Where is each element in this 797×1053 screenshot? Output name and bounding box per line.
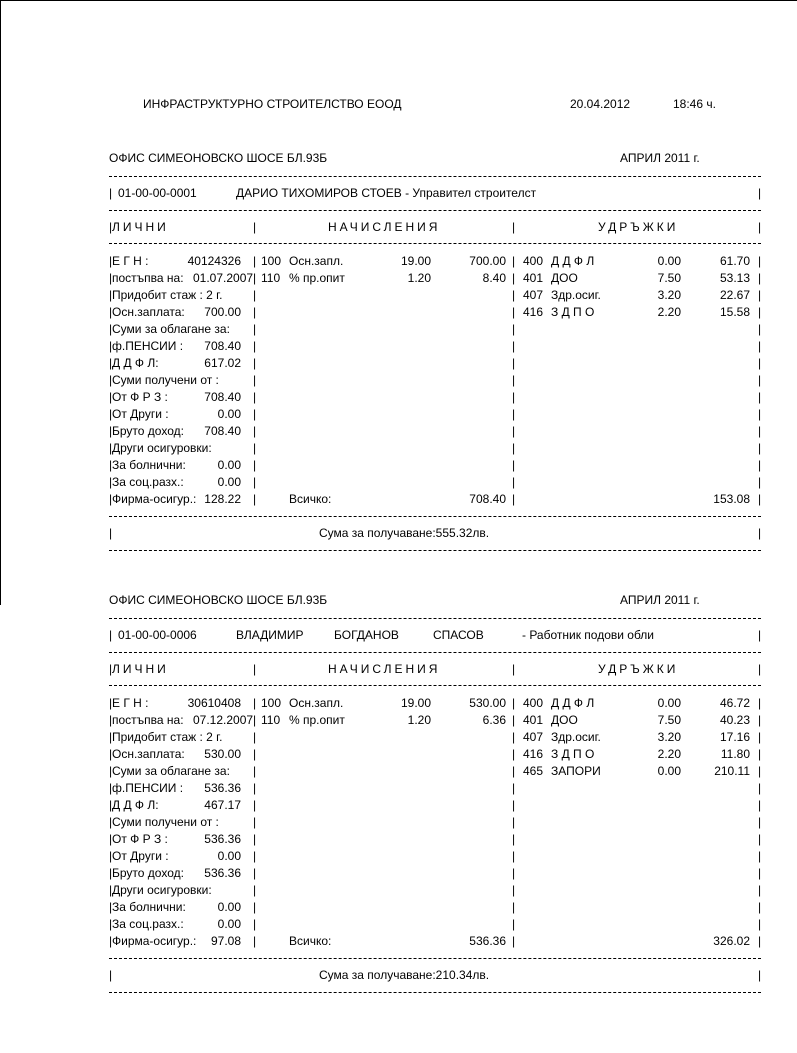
column-separator: | xyxy=(109,815,113,829)
deduction-rate: 0.00 xyxy=(657,254,681,268)
column-separator: | xyxy=(758,968,762,982)
column-separator: | xyxy=(758,628,762,642)
accrual-code: 100 xyxy=(261,254,282,268)
column-separator: | xyxy=(758,849,762,863)
total-deductions: 326.02 xyxy=(713,934,750,948)
employee-name-part: БОГДАНОВ xyxy=(334,628,399,642)
deduction-rate: 3.20 xyxy=(657,730,681,744)
column-separator: | xyxy=(253,798,257,812)
employee-name-part: СПАСОВ xyxy=(433,628,484,642)
personal-label: От Ф Р З : xyxy=(112,832,168,846)
column-separator: | xyxy=(758,254,762,268)
column-separator: | xyxy=(758,798,762,812)
deduction-amount: 17.16 xyxy=(719,730,750,744)
column-separator: | xyxy=(109,458,113,472)
column-separator: | xyxy=(758,526,762,540)
column-separator: | xyxy=(253,713,257,727)
total-label: Всичко: xyxy=(289,934,332,948)
personal-value: 30610408 xyxy=(187,696,241,710)
column-separator: | xyxy=(758,271,762,285)
personal-value: 0.00 xyxy=(217,407,241,421)
dashed-rule xyxy=(109,176,761,177)
deduction-rate: 2.20 xyxy=(657,305,681,319)
column-separator: | xyxy=(758,713,762,727)
column-header-deductions: УДРЪЖКИ xyxy=(598,662,679,676)
personal-value: 708.40 xyxy=(204,339,241,353)
column-separator: | xyxy=(109,849,113,863)
personal-label: постъпва на: xyxy=(112,713,184,727)
column-separator: | xyxy=(512,475,516,489)
column-separator: | xyxy=(109,220,113,234)
personal-value: 467.17 xyxy=(204,798,241,812)
column-separator: | xyxy=(758,815,762,829)
personal-label: Придобит стаж : 2 г. xyxy=(112,730,223,744)
deduction-amount: 46.72 xyxy=(719,696,750,710)
column-separator: | xyxy=(758,441,762,455)
deduction-code: 401 xyxy=(523,713,544,727)
column-separator: | xyxy=(253,441,257,455)
column-separator: | xyxy=(253,458,257,472)
column-separator: | xyxy=(512,441,516,455)
column-separator: | xyxy=(253,339,257,353)
personal-label: Придобит стаж : 2 г. xyxy=(112,288,223,302)
personal-value: 617.02 xyxy=(204,356,241,370)
accrual-rate: 19.00 xyxy=(400,254,431,268)
pay-period: АПРИЛ 2011 г. xyxy=(620,593,700,607)
column-separator: | xyxy=(109,883,113,897)
column-separator: | xyxy=(512,900,516,914)
column-separator: | xyxy=(253,917,257,931)
personal-label: Фирма-осигур.: xyxy=(112,492,197,506)
column-separator: | xyxy=(109,866,113,880)
column-separator: | xyxy=(109,832,113,846)
column-separator: | xyxy=(512,917,516,931)
deduction-amount: 15.58 xyxy=(719,305,750,319)
column-separator: | xyxy=(758,424,762,438)
column-separator: | xyxy=(109,781,113,795)
column-separator: | xyxy=(758,764,762,778)
dashed-rule xyxy=(109,652,761,653)
employee-id: 01-00-00-0006 xyxy=(118,628,197,642)
deduction-code: 465 xyxy=(523,764,544,778)
personal-value: 0.00 xyxy=(217,458,241,472)
column-separator: | xyxy=(758,781,762,795)
deduction-name: Д Д Ф Л xyxy=(551,254,595,268)
column-separator: | xyxy=(758,883,762,897)
column-separator: | xyxy=(253,730,257,744)
column-separator: | xyxy=(109,917,113,931)
column-separator: | xyxy=(512,764,516,778)
column-separator: | xyxy=(109,764,113,778)
column-separator: | xyxy=(109,305,113,319)
column-separator: | xyxy=(512,747,516,761)
print-date: 20.04.2012 xyxy=(570,97,631,111)
personal-label: Суми за облагане за: xyxy=(112,764,230,778)
dashed-rule xyxy=(109,992,761,993)
personal-value: 0.00 xyxy=(217,917,241,931)
column-separator: | xyxy=(109,186,113,200)
column-separator: | xyxy=(253,390,257,404)
column-separator: | xyxy=(758,356,762,370)
column-separator: | xyxy=(758,458,762,472)
accrual-rate: 19.00 xyxy=(400,696,431,710)
total-deductions: 153.08 xyxy=(713,492,750,506)
accrual-rate: 1.20 xyxy=(407,271,431,285)
personal-label: Е Г Н : xyxy=(112,254,149,268)
pay-period: АПРИЛ 2011 г. xyxy=(620,151,700,165)
dashed-rule xyxy=(109,550,761,551)
personal-label: За болнични: xyxy=(112,458,186,472)
column-separator: | xyxy=(512,798,516,812)
column-separator: | xyxy=(253,662,257,676)
column-separator: | xyxy=(253,832,257,846)
personal-value: 700.00 xyxy=(204,305,241,319)
column-separator: | xyxy=(109,254,113,268)
column-separator: | xyxy=(109,662,113,676)
column-separator: | xyxy=(758,220,762,234)
accrual-amount: 6.36 xyxy=(482,713,506,727)
deduction-name: Здр.осиг. xyxy=(551,288,601,302)
personal-label: Суми получени от : xyxy=(112,373,219,387)
column-separator: | xyxy=(253,900,257,914)
deduction-amount: 11.80 xyxy=(720,747,750,761)
column-separator: | xyxy=(253,305,257,319)
column-separator: | xyxy=(512,815,516,829)
column-separator: | xyxy=(758,407,762,421)
column-separator: | xyxy=(758,934,762,948)
total-accruals: 708.40 xyxy=(469,492,506,506)
accrual-name: Осн.запл. xyxy=(289,696,344,710)
personal-label: постъпва на: xyxy=(112,271,184,285)
office-name: ОФИС СИМЕОНОВСКО ШОСЕ БЛ.93Б xyxy=(109,593,328,607)
column-separator: | xyxy=(512,288,516,302)
personal-value: 536.36 xyxy=(204,866,241,880)
personal-label: От Други : xyxy=(112,407,169,421)
accrual-name: % пр.опит xyxy=(289,713,345,727)
deduction-code: 416 xyxy=(523,747,544,761)
column-separator: | xyxy=(758,305,762,319)
column-separator: | xyxy=(512,696,516,710)
personal-value: 708.40 xyxy=(204,424,241,438)
deduction-name: Д Д Ф Л xyxy=(551,696,595,710)
column-separator: | xyxy=(512,492,516,506)
deduction-code: 407 xyxy=(523,730,544,744)
page-border-left xyxy=(0,0,1,605)
column-separator: | xyxy=(758,900,762,914)
column-separator: | xyxy=(758,832,762,846)
column-separator: | xyxy=(253,747,257,761)
column-separator: | xyxy=(512,407,516,421)
personal-value: 0.00 xyxy=(217,849,241,863)
column-separator: | xyxy=(109,968,113,982)
column-separator: | xyxy=(253,373,257,387)
column-separator: | xyxy=(109,492,113,506)
personal-label: От Други : xyxy=(112,849,169,863)
column-separator: | xyxy=(109,900,113,914)
employee-name-part: - Работник подови обли xyxy=(522,628,655,642)
column-separator: | xyxy=(109,747,113,761)
column-separator: | xyxy=(109,339,113,353)
column-separator: | xyxy=(758,322,762,336)
column-separator: | xyxy=(512,339,516,353)
deduction-rate: 2.20 xyxy=(657,747,681,761)
column-separator: | xyxy=(253,407,257,421)
column-separator: | xyxy=(512,271,516,285)
column-separator: | xyxy=(253,934,257,948)
column-separator: | xyxy=(758,475,762,489)
column-separator: | xyxy=(512,832,516,846)
column-separator: | xyxy=(512,849,516,863)
column-separator: | xyxy=(512,458,516,472)
net-payable: Сума за получаване:210.34лв. xyxy=(319,968,490,982)
personal-label: Други осигуровки: xyxy=(112,883,212,897)
deduction-amount: 53.13 xyxy=(719,271,750,285)
column-separator: | xyxy=(109,271,113,285)
page-border-top xyxy=(0,0,797,1)
column-separator: | xyxy=(253,866,257,880)
personal-value: 128.22 xyxy=(204,492,241,506)
column-separator: | xyxy=(253,764,257,778)
column-separator: | xyxy=(253,322,257,336)
deduction-rate: 7.50 xyxy=(657,713,681,727)
column-separator: | xyxy=(109,475,113,489)
column-separator: | xyxy=(512,713,516,727)
personal-label: Суми за облагане за: xyxy=(112,322,230,336)
accrual-name: % пр.опит xyxy=(289,271,345,285)
column-separator: | xyxy=(253,883,257,897)
column-separator: | xyxy=(512,662,516,676)
column-separator: | xyxy=(758,917,762,931)
personal-label: ф.ПЕНСИИ : xyxy=(112,339,184,353)
column-separator: | xyxy=(253,220,257,234)
personal-label: Д Д Ф Л: xyxy=(112,356,159,370)
column-separator: | xyxy=(758,186,762,200)
column-separator: | xyxy=(253,781,257,795)
column-header-personal: ЛИЧНИ xyxy=(112,662,169,676)
column-separator: | xyxy=(758,866,762,880)
column-separator: | xyxy=(512,934,516,948)
column-separator: | xyxy=(109,441,113,455)
personal-label: ф.ПЕНСИИ : xyxy=(112,781,184,795)
dashed-rule xyxy=(109,210,761,211)
column-separator: | xyxy=(758,696,762,710)
column-separator: | xyxy=(109,322,113,336)
personal-label: Фирма-осигур.: xyxy=(112,934,197,948)
company-name: ИНФРАСТРУКТУРНО СТРОИТЕЛСТВО ЕООД xyxy=(143,97,402,111)
column-separator: | xyxy=(253,696,257,710)
column-separator: | xyxy=(109,798,113,812)
column-separator: | xyxy=(512,390,516,404)
column-separator: | xyxy=(512,424,516,438)
dashed-rule xyxy=(109,618,761,619)
column-separator: | xyxy=(253,492,257,506)
column-header-deductions: УДРЪЖКИ xyxy=(598,220,679,234)
column-separator: | xyxy=(512,781,516,795)
column-separator: | xyxy=(109,407,113,421)
deduction-code: 401 xyxy=(523,271,544,285)
column-separator: | xyxy=(109,628,113,642)
column-separator: | xyxy=(758,288,762,302)
deduction-amount: 61.70 xyxy=(719,254,750,268)
deduction-rate: 3.20 xyxy=(657,288,681,302)
print-time: 18:46 ч. xyxy=(673,97,716,111)
personal-label: Други осигуровки: xyxy=(112,441,212,455)
deduction-amount: 40.23 xyxy=(719,713,750,727)
accrual-code: 110 xyxy=(261,713,281,727)
personal-label: Осн.заплата: xyxy=(112,747,185,761)
column-separator: | xyxy=(512,322,516,336)
personal-value: 0.00 xyxy=(217,475,241,489)
accrual-amount: 700.00 xyxy=(469,254,506,268)
column-separator: | xyxy=(109,526,113,540)
column-separator: | xyxy=(758,390,762,404)
column-separator: | xyxy=(512,866,516,880)
column-separator: | xyxy=(512,220,516,234)
deduction-amount: 22.67 xyxy=(719,288,750,302)
column-separator: | xyxy=(512,373,516,387)
column-separator: | xyxy=(109,373,113,387)
dashed-rule xyxy=(109,243,761,244)
deduction-amount: 210.11 xyxy=(714,764,750,778)
employee-id: 01-00-00-0001 xyxy=(118,186,197,200)
personal-value: 0.00 xyxy=(217,900,241,914)
personal-label: За соц.разх.: xyxy=(112,917,184,931)
deduction-name: З Д П О xyxy=(551,305,595,319)
employee-name-part: ВЛАДИМИР xyxy=(236,628,304,642)
personal-value: 708.40 xyxy=(204,390,241,404)
dashed-rule xyxy=(109,685,761,686)
accrual-amount: 8.40 xyxy=(482,271,506,285)
deduction-rate: 7.50 xyxy=(657,271,681,285)
accrual-amount: 530.00 xyxy=(469,696,506,710)
column-separator: | xyxy=(758,730,762,744)
personal-value: 40124326 xyxy=(187,254,241,268)
column-separator: | xyxy=(512,305,516,319)
column-header-accruals: НАЧИСЛЕНИЯ xyxy=(328,220,441,234)
personal-value: 07.12.2007 xyxy=(193,713,254,727)
accrual-name: Осн.запл. xyxy=(289,254,344,268)
deduction-rate: 0.00 xyxy=(657,764,681,778)
total-accruals: 536.36 xyxy=(469,934,506,948)
office-name: ОФИС СИМЕОНОВСКО ШОСЕ БЛ.93Б xyxy=(109,151,328,165)
personal-value: 01.07.2007 xyxy=(193,271,254,285)
deduction-name: ЗАПОРИ xyxy=(551,764,601,778)
accrual-code: 110 xyxy=(261,271,281,285)
column-separator: | xyxy=(253,849,257,863)
dashed-rule xyxy=(109,516,761,517)
deduction-code: 407 xyxy=(523,288,544,302)
column-separator: | xyxy=(253,356,257,370)
column-separator: | xyxy=(109,713,113,727)
deduction-name: ДОО xyxy=(551,271,578,285)
column-separator: | xyxy=(109,730,113,744)
column-separator: | xyxy=(758,662,762,676)
column-separator: | xyxy=(512,356,516,370)
employee-name: ДАРИО ТИХОМИРОВ СТОЕВ - Управител строителст xyxy=(236,186,537,200)
accrual-code: 100 xyxy=(261,696,282,710)
column-separator: | xyxy=(253,475,257,489)
accrual-rate: 1.20 xyxy=(407,713,431,727)
personal-label: Осн.заплата: xyxy=(112,305,185,319)
column-separator: | xyxy=(512,730,516,744)
column-header-accruals: НАЧИСЛЕНИЯ xyxy=(328,662,441,676)
net-payable: Сума за получаване:555.32лв. xyxy=(319,526,490,540)
deduction-code: 416 xyxy=(523,305,544,319)
personal-label: За соц.разх.: xyxy=(112,475,184,489)
personal-label: Д Д Ф Л: xyxy=(112,798,159,812)
column-separator: | xyxy=(758,339,762,353)
column-separator: | xyxy=(512,883,516,897)
deduction-code: 400 xyxy=(523,696,544,710)
personal-value: 536.36 xyxy=(204,781,241,795)
deduction-name: З Д П О xyxy=(551,747,595,761)
column-separator: | xyxy=(109,390,113,404)
column-separator: | xyxy=(758,373,762,387)
column-separator: | xyxy=(109,696,113,710)
personal-value: 536.36 xyxy=(204,832,241,846)
column-separator: | xyxy=(109,288,113,302)
column-separator: | xyxy=(758,492,762,506)
deduction-rate: 0.00 xyxy=(657,696,681,710)
column-header-personal: ЛИЧНИ xyxy=(112,220,169,234)
personal-label: Суми получени от : xyxy=(112,815,219,829)
column-separator: | xyxy=(253,815,257,829)
personal-label: Бруто доход: xyxy=(112,424,184,438)
personal-label: Бруто доход: xyxy=(112,866,184,880)
personal-label: От Ф Р З : xyxy=(112,390,168,404)
column-separator: | xyxy=(109,424,113,438)
personal-label: Е Г Н : xyxy=(112,696,149,710)
column-separator: | xyxy=(109,356,113,370)
column-separator: | xyxy=(253,271,257,285)
column-separator: | xyxy=(109,934,113,948)
personal-value: 530.00 xyxy=(204,747,241,761)
column-separator: | xyxy=(253,424,257,438)
deduction-name: ДОО xyxy=(551,713,578,727)
column-separator: | xyxy=(253,288,257,302)
column-separator: | xyxy=(253,254,257,268)
column-separator: | xyxy=(512,254,516,268)
dashed-rule xyxy=(109,958,761,959)
deduction-name: Здр.осиг. xyxy=(551,730,601,744)
column-separator: | xyxy=(758,747,762,761)
deduction-code: 400 xyxy=(523,254,544,268)
total-label: Всичко: xyxy=(289,492,332,506)
personal-value: 97.08 xyxy=(210,934,241,948)
personal-label: За болнични: xyxy=(112,900,186,914)
